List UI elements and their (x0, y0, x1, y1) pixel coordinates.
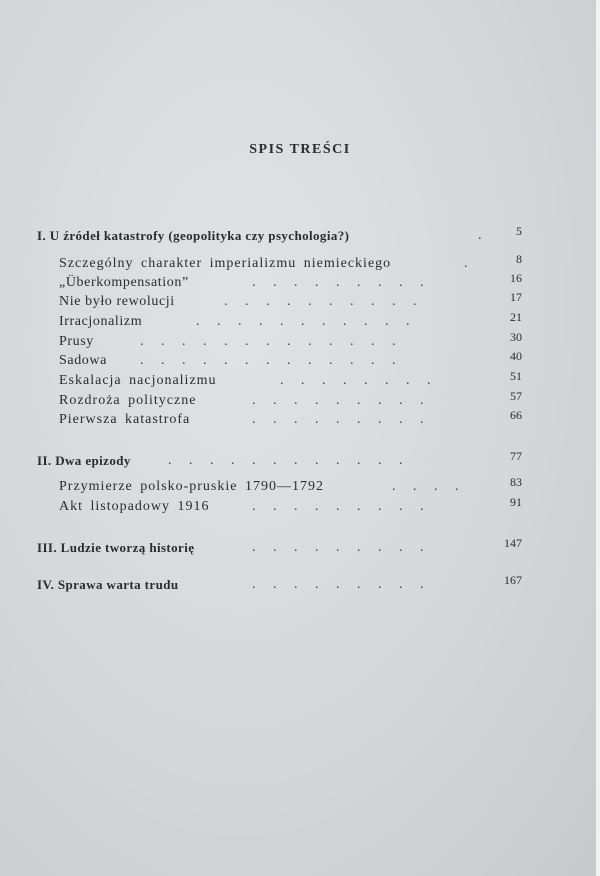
toc-entry-chapter-1 (0, 224, 600, 248)
toc-leader-dots: . . . . . . . . . . . . . (140, 334, 403, 349)
toc-leader-dots: . . . . . . . . . . . (196, 314, 417, 329)
toc-entry-label: Irracjonalizm (59, 314, 143, 329)
toc-leader-dots: . . . . . . . . . (252, 412, 431, 427)
toc-page-number: 30 (510, 330, 522, 344)
toc-leader-dots: . . . . . . . . . (252, 499, 431, 514)
toc-leader-dots: . . . . . . . . . . . . . (140, 353, 403, 368)
toc-entry-label: III. Ludzie tworzą historię (37, 540, 195, 555)
toc-leader-dots: . . . . . . . . . (252, 393, 431, 408)
toc-leader-dots: . (478, 228, 489, 243)
toc-entry-chapter-2 (0, 449, 600, 473)
toc-entry-label: Pierwsza katastrofa (59, 412, 191, 427)
toc-page-number: 147 (504, 536, 522, 550)
toc-leader-dots: . . . . . . . . . (252, 577, 431, 592)
toc-page-number: 91 (510, 495, 522, 509)
toc-leader-dots: . . . . . . . . . . . . (168, 453, 410, 468)
toc-entry-label: Szczególny charakter imperializmu niemieckiego (59, 256, 392, 271)
toc-entry-label: Rozdroża polityczne (59, 393, 197, 408)
toc-leader-dots: . (464, 256, 475, 271)
toc-page-number: 17 (510, 290, 522, 304)
toc-page-number: 57 (510, 389, 522, 403)
toc-page-number: 8 (516, 252, 522, 266)
toc-entry-label: Akt listopadowy 1916 (59, 499, 210, 514)
toc-leader-dots: . . . . . . . . . . (224, 294, 424, 309)
toc-leader-dots: . . . . (392, 479, 466, 494)
page-edge (596, 0, 600, 876)
toc-leader-dots: . . . . . . . . . (252, 275, 431, 290)
toc-entry-label: I. U źródeł katastrofy (geopolityka czy psychologia?) (37, 228, 350, 243)
toc-leader-dots: . . . . . . . . (280, 373, 438, 388)
toc-leader-dots: . . . . . . . . . (252, 540, 431, 555)
toc-page-number: 21 (510, 310, 522, 324)
toc-page-number: 16 (510, 271, 522, 285)
toc-page-number: 5 (516, 224, 522, 238)
toc-page-number: 66 (510, 408, 522, 422)
toc-entry-label: IV. Sprawa warta trudu (37, 577, 179, 592)
toc-page-number: 77 (510, 449, 522, 463)
toc-entry-chapter-3 (0, 536, 600, 560)
toc-entry-label: Sadowa (59, 353, 107, 368)
toc-entry-section (0, 408, 600, 432)
toc-entry-label: II. Dwa epizody (37, 453, 131, 468)
toc-page-number: 40 (510, 349, 522, 363)
toc-entry-label: Nie było rewolucji (59, 294, 175, 309)
toc-entry-label: Eskalacja nacjonalizmu (59, 373, 217, 388)
toc-entry-chapter-4 (0, 573, 600, 597)
toc-page-number: 167 (504, 573, 522, 587)
toc-entry-label: Prusy (59, 334, 94, 349)
toc-entry-section (0, 495, 600, 519)
toc-entry-label: Przymierze polsko-pruskie 1790—1792 (59, 479, 324, 494)
toc-page-number: 83 (510, 475, 522, 489)
page-title: SPIS TREŚCI (249, 142, 351, 157)
toc-page-number: 51 (510, 369, 522, 383)
toc-entry-label: „Überkompensation” (59, 275, 189, 290)
